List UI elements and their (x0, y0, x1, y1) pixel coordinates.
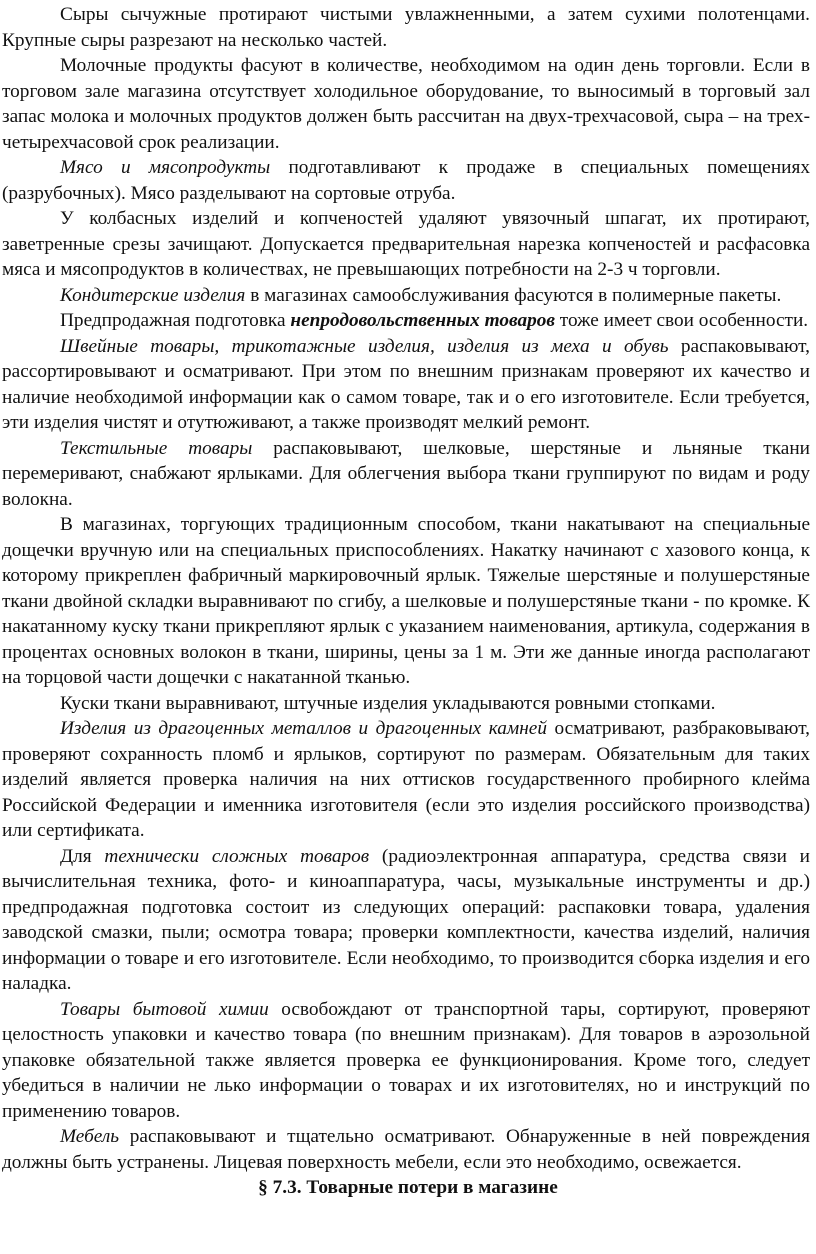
document-body (2, 2, 810, 1175)
paragraph (2, 53, 810, 155)
text-run: У колбасных изделий и копченостей удаляют увязочный шпагат, их протирают, заветренные срезы зачищают. Допускается предварительная нарезка копченостей и расфасовка мяса и мясопродуктов в количествах, не превышающих потребности на 2-3 ч торговли. (2, 208, 810, 280)
italic-term: Товары бытовой химии (60, 998, 269, 1020)
paragraph (2, 283, 810, 309)
paragraph (2, 308, 810, 334)
text-run: Предпродажная подготовка (60, 310, 291, 331)
text-run: подготавливают к продаже в специальных помещениях (разрубочных). Мясо разделывают на сортовые отруба. (2, 157, 811, 204)
paragraph (2, 1124, 810, 1175)
paragraph (2, 2, 810, 53)
italic-term: Изделия из драгоценных металлов и драгоценных камней (60, 718, 547, 739)
paragraph (2, 716, 810, 844)
text-run: распаковывают, шелковые, шерстяные и льняные ткани перемеривают, снабжают ярлыками. Для облегчения выбора ткани группируют по видам и роду волокна. (2, 437, 810, 510)
bold-italic-term-text: непродовольственных товаров (290, 310, 555, 331)
italic-term: Текстильные товары (60, 437, 253, 459)
italic-term: Мебель (60, 1126, 120, 1147)
paragraph (2, 844, 810, 997)
text-run: распаковывают, рассортировывают и осматривают. При этом по внешним признакам проверяют их качество и наличие необходимой информации как о самом товаре, так и о его изготовителе. Если требуется, эти изделия чистят и отутюживают, а также производят мелкий ремонт. (2, 335, 810, 433)
italic-term: Кондитерские изделия (60, 284, 246, 306)
paragraph (2, 155, 810, 206)
paragraph (2, 334, 810, 436)
text-run: В магазинах, торгующих традиционным способом, ткани накатывают на специальные дощечки вручную или на специальных приспособлениях. Накатку начинают с хазового конца, к которому прикреплен фабричный маркировочный ярлык. Тяжелые шерстяные и полушерстяные ткани двойной складки выравнивают по сгибу, а шелковые и полушерстяные ткани - по кромке. К накатанному куску ткани прикрепляют ярлык с указанием наименования, артикула, содержания в процентах основных волокон в ткани, ширины, цены за 1 м. Эти же данные иногда располагают на торцовой части дощечки с накатанной тканью. (2, 514, 810, 688)
text-run: Молочные продукты фасуют в количестве, необходимом на один день торговли. Если в торговом зале магазина отсутствует холодильное оборудование, то выносимый в торговый зал запас молока и молочных продуктов должен быть рассчитан на двух-трехчасовой, сыра – на трех-четырехчасовой срок реализации. (2, 55, 810, 153)
text-run: Сыры сычужные протирают чистыми увлажненными, а затем сухими полотенцами. Крупные сыры разрезают на несколько частей. (2, 4, 810, 51)
text-run: (радиоэлектронная аппаратура, средства связи и вычислительная техника, фото- и киноаппаратура, часы, музыкальные инструменты и др.) предпродажная подготовка состоит из следующих операций: распаковки товара, удаления заводской смазки, пыли; осмотра товара; проверки комплектности, качества изделий, наличия информации о товаре и его изготовителе. Если необходимо, то производится сборка изделия и его наладка. (2, 845, 810, 994)
paragraph (2, 691, 810, 717)
text-run: осматривают, разбраковывают, проверяют сохранность пломб и ярлыков, сортируют по размерам. Обязательным для таких изделий является проверка наличия на них оттисков государственного пробирного клейма Российской Федерации и именника изготовителя (если это изделия российского производства) или сертификата. (2, 718, 810, 841)
italic-term: Мясо и мясопродукты (60, 157, 271, 178)
text-run: Куски ткани выравнивают, штучные изделия укладываются ровными стопками. (60, 692, 716, 714)
paragraph (2, 206, 810, 283)
paragraph (2, 997, 810, 1125)
bold-italic-term (290, 310, 555, 331)
text-run: распаковывают и тщательно осматривают. Обнаруженные в ней повреждения должны быть устранены. Лицевая поверхность мебели, если это необходимо, освежается. (2, 1126, 810, 1173)
text-run: тоже имеет свои особенности. (554, 310, 809, 331)
italic-term: технически сложных товаров (104, 845, 370, 867)
paragraph (2, 512, 810, 691)
italic-term: Швейные товары, трикотажные изделия, изделия из меха и обувь (60, 335, 669, 357)
paragraph (2, 436, 810, 513)
text-run: в магазинах самообслуживания фасуются в полимерные пакеты. (245, 284, 782, 306)
text-run: освобождают от транспортной тары, сортируют, проверяют целостность упаковки и качество товара (по внешним признакам). Для товаров в аэрозольной упаковке обязательной также является проверка ее функционирования. Кроме того, следует убедиться в наличии не лько информации о товарах и их изготовителях, но и инструкций по применению товаров. (2, 998, 810, 1122)
section-heading: § 7.3. Товарные потери в магазине (258, 1177, 558, 1198)
text-run: Для (60, 845, 105, 867)
